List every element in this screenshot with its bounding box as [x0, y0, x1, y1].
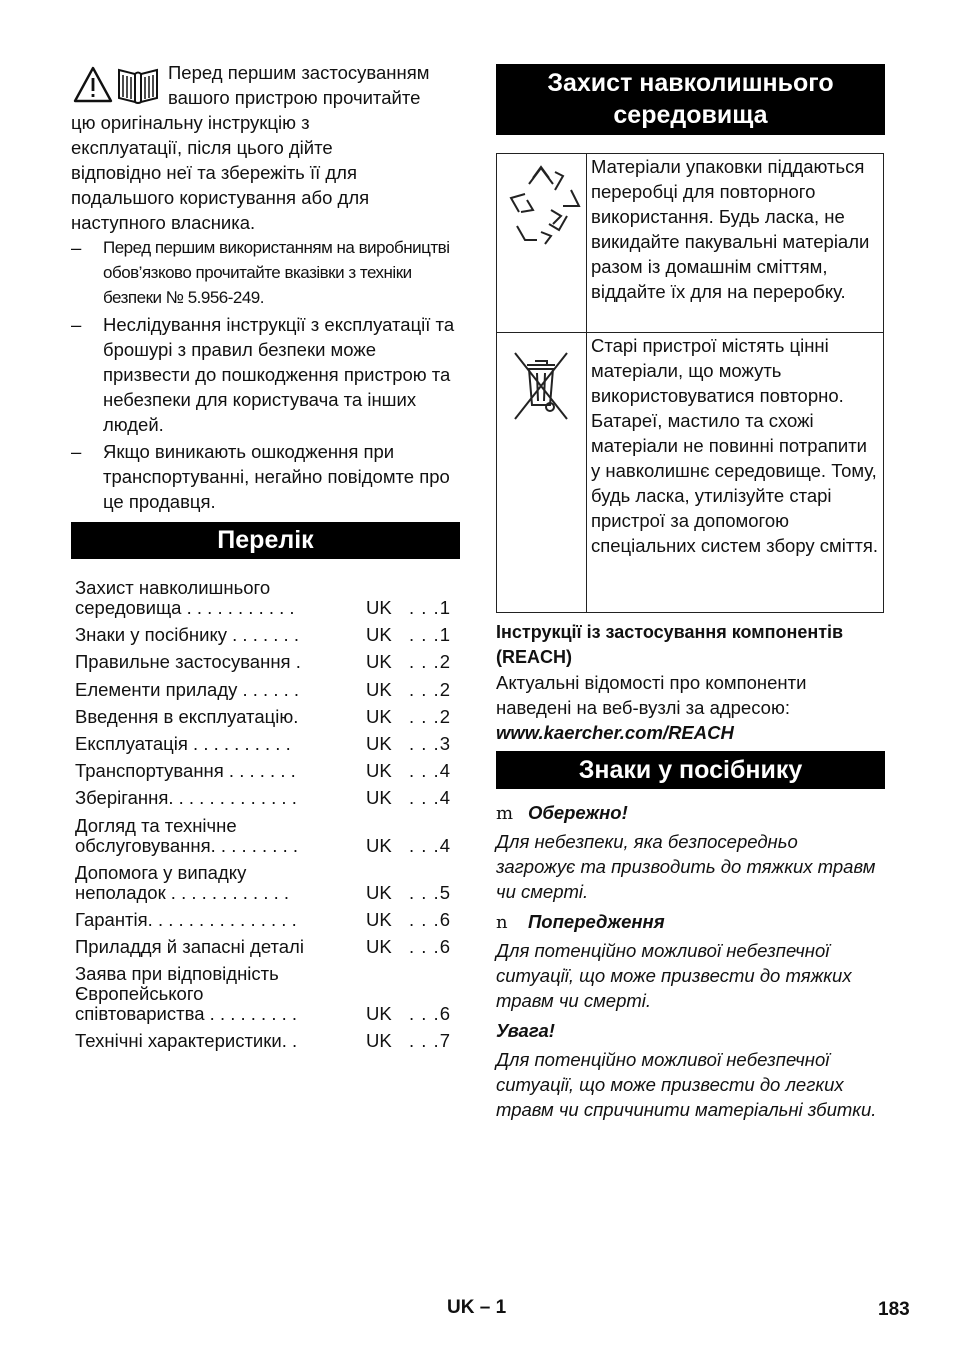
- danger-symbol-icon: m: [496, 803, 514, 824]
- toc-row[interactable]: [75, 788, 455, 808]
- toc-entry-page: . . .2: [409, 651, 451, 673]
- danger-title: Обережно!: [528, 802, 628, 823]
- packaging-text: Матеріали упаковки піддаються переробці для повторного використання. Будь ласка, не викидайте пакувальні матеріали разом із домашнім сміттям, віддайте їх для на переробку.: [587, 154, 884, 333]
- toc-entry-page: . . .1: [409, 597, 451, 618]
- toc-entry-lang: UK: [366, 1030, 392, 1052]
- toc-entry-name: Заява при відповідність Європейського співтовариства . . . . . . . . .: [75, 963, 298, 1025]
- toc-entry-name: Допомога у випадку неполадок . . . . . . . . . . . .: [75, 861, 290, 903]
- environment-heading: [496, 64, 885, 135]
- toc-entry-page: . . .2: [409, 705, 451, 727]
- toc-entry-page: . . .2: [409, 678, 451, 700]
- toc-entry-lang: UK: [366, 908, 392, 930]
- reach-title: Інструкції із застосування компонентів (REACH): [496, 622, 844, 667]
- intro-line: експлуатації, після цього дійте: [71, 137, 333, 158]
- toc-entry-page: . . .6: [409, 908, 451, 930]
- toc-row[interactable]: [75, 1031, 455, 1051]
- danger-text: Для небезпеки, яка безпосередньо загрожує та призводить до тяжких травм чи смерті.: [496, 831, 876, 902]
- toc-entry-lang: UK: [366, 678, 392, 700]
- toc-heading: Перелік: [71, 522, 460, 559]
- toc-row[interactable]: [75, 761, 455, 781]
- toc-row[interactable]: [75, 816, 455, 856]
- warning-title: Попередження: [528, 911, 665, 932]
- toc-entry-page: . . .7: [409, 1030, 451, 1052]
- recycling-icon: [497, 154, 586, 254]
- toc-entry-page: . . .4: [409, 787, 451, 809]
- manual-book-icon: [119, 70, 157, 103]
- toc-entry-name: Догляд та технічне обслуговування. . . . . . . . .: [75, 814, 299, 856]
- toc-entry-lang: UK: [366, 732, 392, 754]
- bullet-text: Якщо виникають ошкодження при транспортуванні, негайно повідомте про це продавця.: [103, 441, 450, 512]
- toc-entry-lang: UK: [366, 624, 392, 646]
- intro-line: вашого пристрою прочитайте: [168, 87, 421, 108]
- footer-section-label: UK – 1: [447, 1297, 507, 1318]
- table-of-contents: [75, 578, 455, 1059]
- toc-entry-name: Знаки у посібнику . . . . . . .: [75, 624, 299, 646]
- toc-row[interactable]: [75, 734, 455, 754]
- toc-row[interactable]: [75, 937, 455, 957]
- weee-icon-cell: [497, 333, 587, 613]
- toc-entry-lang: UK: [366, 936, 392, 958]
- intro-icons: [73, 66, 163, 104]
- caution-title: Увага!: [496, 1020, 555, 1041]
- toc-entry-lang: UK: [366, 787, 392, 809]
- warning-text: Для потенційно можливої небезпечної ситуації, що може призвести до тяжких травм чи смерті.: [496, 940, 852, 1011]
- intro-line: відповідно неї та збережіть її для: [71, 162, 357, 183]
- bullet-text: Перед першим використанням на виробництві обов’язково прочитайте вказівки з техніки безпеки № 5.956-249.: [103, 238, 450, 307]
- toc-entry-lang: UK: [366, 1003, 392, 1025]
- intro-line: подальшого користування або для: [71, 187, 370, 208]
- toc-entry-page: . . .5: [409, 881, 451, 903]
- warning-symbol-icon: n: [496, 912, 508, 933]
- reach-link[interactable]: www.kaercher.com/REACH: [496, 722, 734, 743]
- toc-entry-name: Зберігання. . . . . . . . . . . . .: [75, 787, 297, 809]
- intro-line: наступного власника.: [71, 212, 256, 233]
- warning-triangle-icon: [75, 68, 111, 101]
- toc-entry-name: Елементи приладу . . . . . .: [75, 678, 300, 700]
- intro-line: цю оригінальну інструкцію з: [71, 112, 310, 133]
- toc-entry-name: Введення в експлуатацію.: [75, 705, 299, 727]
- toc-entry-name: Захист навколишнього середовища . . . . . . . . . . .: [75, 577, 295, 618]
- recycling-icon-cell: [497, 154, 587, 333]
- intro-line: Перед першим застосуванням: [168, 62, 430, 83]
- danger-title-row: [496, 800, 886, 826]
- reach-text: Актуальні відомості про компоненти наведені на веб-вузлі за адресою:: [496, 672, 807, 718]
- bullet-dash: –: [71, 441, 82, 462]
- environment-heading-line: середовища: [613, 101, 768, 129]
- toc-row[interactable]: [75, 578, 455, 618]
- toc-entry-lang: UK: [366, 705, 392, 727]
- toc-row[interactable]: [75, 625, 455, 645]
- toc-entry-name: Приладдя й запасні деталі: [75, 936, 304, 958]
- toc-row[interactable]: [75, 680, 455, 700]
- toc-row[interactable]: [75, 707, 455, 727]
- crossed-bin-icon: [497, 333, 586, 433]
- environment-heading-line: Захист навколишнього: [547, 69, 834, 97]
- toc-entry-lang: UK: [366, 651, 392, 673]
- toc-entry-name: Правильне застосування .: [75, 651, 301, 673]
- toc-row[interactable]: [75, 652, 455, 672]
- old-devices-text: Старі пристрої містять цінні матеріали, що можуть використовуватися повторно. Батареї, мастило та схожі матеріали не повинні потрапити у навколишнє середовище. Тому, будь ласка, утилізуйте старі пристрої за допомогою спеціальних систем збору сміття.: [587, 333, 884, 613]
- toc-entry-name: Експлуатація . . . . . . . . . .: [75, 732, 291, 754]
- toc-entry-page: . . .6: [409, 1003, 451, 1025]
- toc-entry-name: Транспортування . . . . . . .: [75, 760, 296, 782]
- toc-entry-page: . . .4: [409, 760, 451, 782]
- bullet-dash: –: [71, 237, 82, 258]
- toc-entry-lang: UK: [366, 881, 392, 903]
- toc-row[interactable]: [75, 910, 455, 930]
- environment-table: [496, 153, 884, 613]
- toc-row[interactable]: [75, 863, 455, 903]
- toc-entry-page: . . .1: [409, 624, 451, 646]
- bullet-text: Неслідування інструкції з експлуатації та брошурі з правил безпеки може призвести до пошкодження пристрою та небезпеки для користувача та інших людей.: [103, 314, 455, 435]
- toc-entry-page: . . .3: [409, 732, 451, 754]
- signs-heading: Знаки у посібнику: [496, 751, 885, 789]
- toc-entry-name: Технічні характеристики. .: [75, 1030, 298, 1052]
- page-number: 183: [878, 1299, 910, 1320]
- toc-entry-name: Гарантія. . . . . . . . . . . . . . .: [75, 908, 297, 930]
- caution-text: Для потенційно можливої небезпечної ситуації, що може призвести до легких травм чи спричинити матеріальні збитки.: [496, 1049, 877, 1120]
- warning-title-row: [496, 909, 886, 935]
- bullet-dash: –: [71, 314, 82, 335]
- toc-entry-page: . . .6: [409, 936, 451, 958]
- toc-entry-lang: UK: [366, 760, 392, 782]
- toc-entry-page: . . .4: [409, 834, 451, 856]
- toc-entry-lang: UK: [366, 834, 392, 856]
- toc-entry-lang: UK: [366, 597, 392, 618]
- toc-row[interactable]: [75, 964, 455, 1024]
